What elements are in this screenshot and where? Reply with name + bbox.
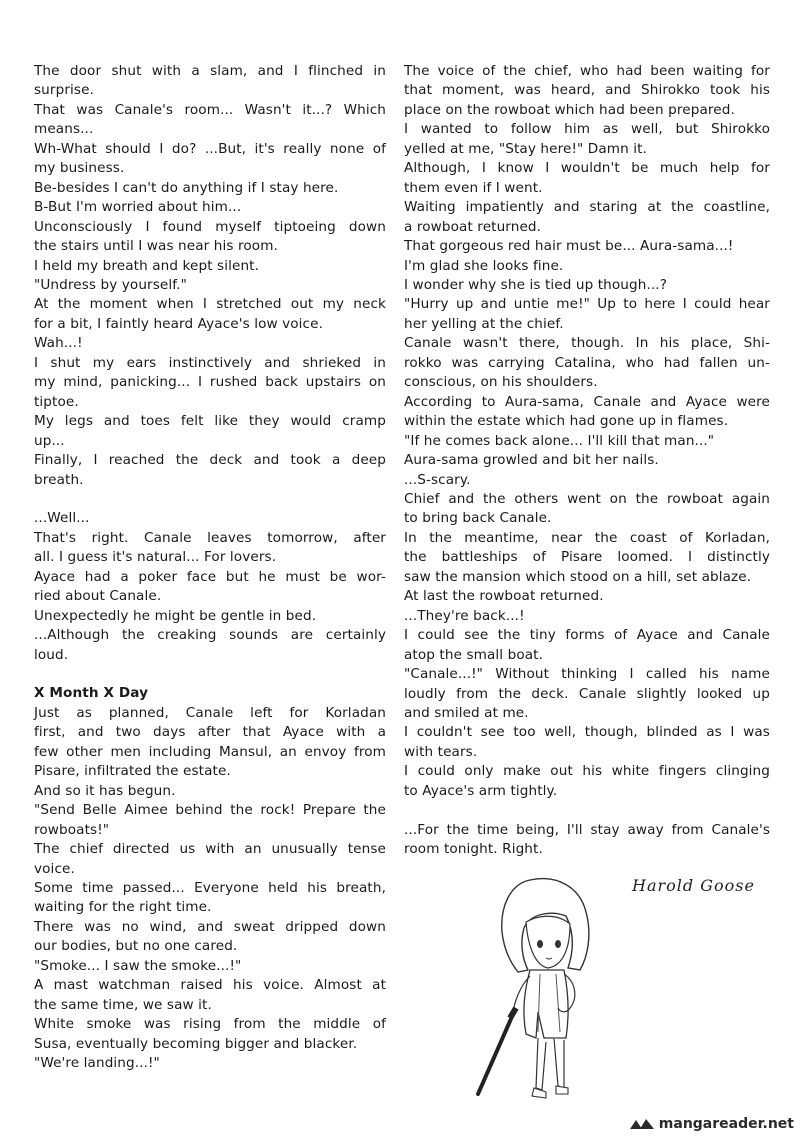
text-line: Some time passed... Everyone held his breath,: [34, 880, 386, 896]
text-line: That gorgeous red hair must be... Aura-sama...!: [404, 238, 734, 255]
paragraph-gap: [34, 665, 386, 684]
text-line: Wh-What should I do? ...But, it's really none of: [34, 140, 386, 157]
text-line: for a bit, I faintly heard Ayace's low voice.: [34, 315, 324, 332]
paragraph-gap: [404, 801, 770, 820]
text-line: waiting for the right time.: [34, 899, 212, 916]
text-line: Susa, eventually becoming bigger and blacker.: [34, 1035, 358, 1052]
text-line: At the moment when I stretched out my neck: [34, 296, 386, 313]
text-line: According to Aura-sama, Canale and Ayace were: [404, 393, 770, 410]
text-line: Unconsciously I found myself tiptoeing down: [34, 218, 386, 235]
text-line: I couldn't see too well, though, blinded as I was: [404, 724, 770, 741]
girl-with-sword-illustration: [470, 862, 630, 1112]
text-line: Unexpectedly he might be gentle in bed.: [34, 607, 317, 624]
text-line: At last the rowboat returned.: [404, 588, 604, 605]
text-line: voice.: [34, 860, 75, 877]
text-line: first, and two days after that Ayace with a: [34, 724, 386, 741]
text-line: up...: [34, 432, 65, 449]
author-signature: Harold Goose: [632, 876, 755, 895]
text-line: "Undress by yourself.": [34, 276, 187, 293]
text-line: the same time, we saw it.: [34, 996, 212, 1013]
text-line: ried about Canale.: [34, 588, 162, 605]
text-line: loud.: [34, 646, 69, 663]
text-line: There was no wind, and sweat dripped down: [34, 918, 386, 935]
text-line: our bodies, but no one cared.: [34, 938, 238, 955]
text-line: ...Although the creaking sounds are certainly: [34, 627, 386, 644]
text-line: I wanted to follow him as well, but Shirokko: [404, 121, 770, 138]
text-line: to bring back Canale.: [404, 510, 552, 527]
text-line: The voice of the chief, who had been waiting for: [404, 63, 770, 79]
right-column: [404, 62, 770, 860]
text-line: rowboats!": [34, 821, 110, 838]
text-line: I could only make out his white fingers clinging: [404, 763, 770, 780]
text-line: a rowboat returned.: [404, 218, 542, 235]
text-line: room tonight. Right.: [404, 841, 543, 858]
date-heading: X Month X Day: [34, 685, 149, 702]
text-line: loudly from the deck. Canale slightly looked up: [404, 685, 770, 702]
text-line: B-But I'm worried about him...: [34, 199, 242, 216]
text-line: I shut my ears instinctively and shrieked in: [34, 354, 386, 371]
text-line: Wah...!: [34, 335, 83, 352]
text-line: That's right. Canale leaves tomorrow, after: [34, 529, 386, 546]
site-watermark: [629, 1116, 794, 1132]
text-line: I held my breath and kept silent.: [34, 257, 260, 274]
text-line: "Send Belle Aimee behind the rock! Prepare the: [34, 802, 386, 819]
text-line: "We're landing...!": [34, 1055, 160, 1072]
left-column: [34, 62, 386, 1074]
watermark-text: mangareader.net: [658, 1116, 794, 1132]
text-line: few other men including Mansul, an envoy from: [34, 743, 386, 760]
manga-logo-icon: [629, 1117, 655, 1131]
text-line: "Canale...!" Without thinking I called his name: [404, 666, 770, 683]
text-line: her yelling at the chief.: [404, 315, 564, 332]
text-line: A mast watchman raised his voice. Almost at: [34, 977, 386, 994]
text-line: rokko was carrying Catalina, who had fallen un-: [404, 354, 770, 371]
text-line: yelled at me, "Stay here!" Damn it.: [404, 140, 647, 157]
text-line: I could see the tiny forms of Ayace and Canale: [404, 627, 770, 644]
text-line: breath.: [34, 471, 84, 488]
text-line: That was Canale's room... Wasn't it...? Which: [34, 101, 386, 118]
text-line: Finally, I reached the deck and took a deep: [34, 452, 386, 469]
text-line: atop the small boat.: [404, 646, 544, 663]
left-text-block-1: [34, 62, 386, 490]
text-line: conscious, on his shoulders.: [404, 374, 598, 391]
text-line: Although, I know I wouldn't be much help for: [404, 160, 770, 177]
text-line: Chief and the others went on the rowboat again: [404, 490, 770, 507]
text-line: The chief directed us with an unusually tense: [34, 841, 386, 858]
text-line: The door shut with a slam, and I flinched in: [34, 63, 386, 79]
paragraph-gap: [34, 490, 386, 509]
text-line: ...They're back...!: [404, 607, 525, 624]
text-line: I wonder why she is tied up though...?: [404, 276, 668, 293]
text-line: my business.: [34, 160, 125, 177]
text-line: Canale wasn't there, though. In his place, Shi-: [404, 335, 770, 352]
text-line: surprise.: [34, 82, 94, 99]
text-line: my mind, panicking... I rushed back upstairs on: [34, 374, 386, 391]
text-line: Aura-sama growled and bit her nails.: [404, 452, 659, 469]
text-line: place on the rowboat which had been prepared.: [404, 101, 735, 118]
text-line: and smiled at me.: [404, 704, 529, 721]
text-line: to Ayace's arm tightly.: [404, 782, 558, 799]
text-line: My legs and toes felt like they would cramp: [34, 413, 386, 430]
text-line: means...: [34, 121, 94, 138]
text-line: Pisare, infiltrated the estate.: [34, 763, 231, 780]
text-line: Ayace had a poker face but he must be wor-: [34, 568, 386, 585]
text-line: ...For the time being, I'll stay away from Canale's: [404, 821, 770, 838]
text-line: ...S-scary.: [404, 471, 471, 488]
text-line: Just as planned, Canale left for Korladan: [34, 704, 386, 721]
text-line: "If he comes back alone... I'll kill that man...": [404, 432, 715, 449]
text-line: the stairs until I was near his room.: [34, 238, 278, 255]
left-text-block-2: [34, 509, 386, 665]
text-line: tiptoe.: [34, 393, 79, 410]
text-line: "Smoke... I saw the smoke...!": [34, 957, 242, 974]
text-line: Waiting impatiently and staring at the coastline,: [404, 199, 770, 216]
text-line: White smoke was rising from the middle of: [34, 1016, 386, 1033]
text-line: I'm glad she looks fine.: [404, 257, 564, 274]
text-line: And so it has begun.: [34, 782, 176, 799]
text-line: that moment, was heard, and Shirokko took his: [404, 82, 770, 99]
text-line: within the estate which had gone up in flames.: [404, 413, 729, 430]
right-text-block-1: [404, 62, 770, 801]
text-line: ...Well...: [34, 510, 90, 527]
text-line: Be-besides I can't do anything if I stay here.: [34, 179, 339, 196]
text-line: In the meantime, near the coast of Korladan,: [404, 529, 770, 546]
text-line: the battleships of Pisare loomed. I distinctly: [404, 549, 770, 566]
text-line: "Hurry up and untie me!" Up to here I could hear: [404, 296, 770, 313]
text-line: with tears.: [404, 743, 478, 760]
text-line: all. I guess it's natural... For lovers.: [34, 549, 277, 566]
left-text-block-3: [34, 704, 386, 1074]
text-line: saw the mansion which stood on a hill, set ablaze.: [404, 568, 752, 585]
right-text-block-2: [404, 821, 770, 860]
text-line: them even if I went.: [404, 179, 543, 196]
